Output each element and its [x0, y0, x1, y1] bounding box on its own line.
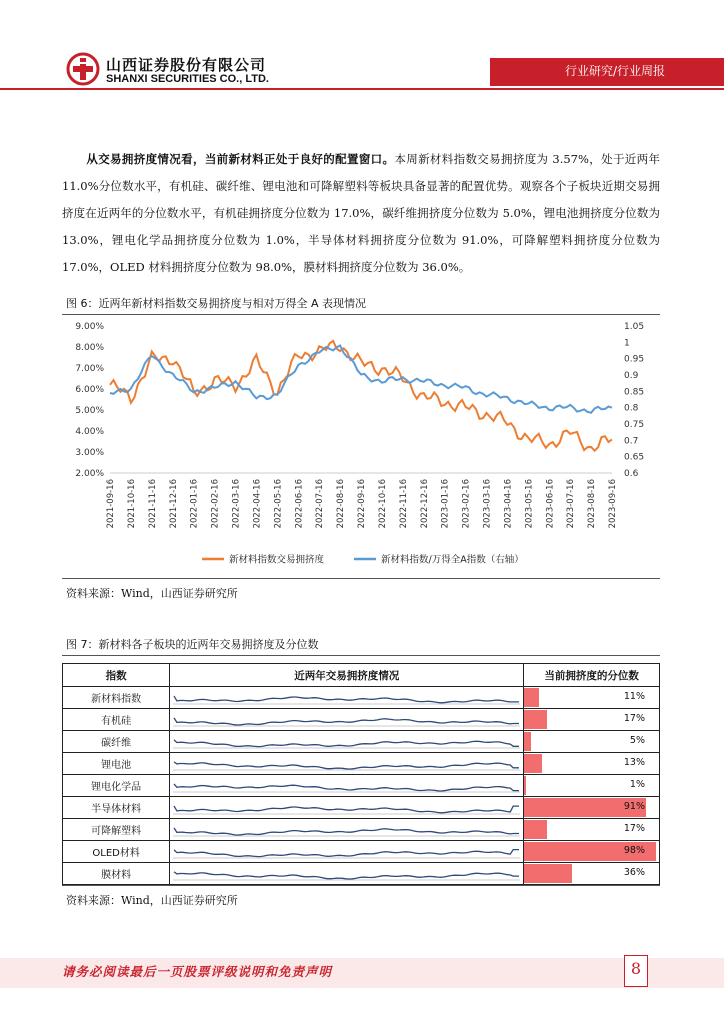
figure6-bottom-rule: [62, 578, 660, 579]
col-header-index: 指数: [63, 664, 170, 687]
y-right-tick-label: 0.75: [624, 420, 645, 430]
percentile-value: 11%: [623, 691, 645, 702]
percentile-value: 17%: [623, 713, 645, 724]
percentile-value: 17%: [623, 823, 645, 834]
percentile-value: 5%: [629, 735, 645, 746]
percentile-bar: [524, 732, 531, 751]
table-row: [63, 863, 660, 885]
sparkline-line: [174, 762, 519, 769]
footer-disclaimer: 请务必阅读最后一页股票评级说明和免责声明: [62, 964, 333, 979]
row-sparkline-cell: [170, 687, 524, 709]
header-divider: [0, 88, 724, 90]
y-right-tick-label: 0.7: [624, 436, 639, 447]
row-sparkline-cell: [170, 731, 524, 753]
sparkline-line: [174, 718, 519, 725]
y-right-tick-label: 0.95: [624, 354, 645, 365]
y-right-tick-label: 0.6: [624, 469, 639, 479]
paragraph-lead: 从交易拥挤度情况看，当前新材料正处于良好的配置窗口。: [86, 152, 395, 166]
x-tick-label: 2022-04-16: [252, 479, 263, 529]
y-right-tick-label: 0.65: [624, 452, 645, 463]
y-left-tick-label: 8.00%: [75, 343, 104, 353]
row-percentile-cell: [524, 731, 660, 753]
figure6-source: 资料来源：Wind，山西证券研究所: [66, 587, 238, 600]
y-right-tick-label: 1.05: [624, 322, 645, 332]
sparkline-line: [174, 784, 519, 791]
row-sparkline-cell: [170, 753, 524, 775]
table-row: [63, 753, 660, 775]
table-header-row: [63, 664, 660, 687]
subsector-table: [62, 663, 660, 885]
page-number: 8: [630, 959, 642, 978]
row-sparkline: [170, 687, 523, 708]
row-sparkline: [170, 863, 523, 884]
row-percentile-cell: [524, 863, 660, 885]
x-tick-label: 2022-05-16: [273, 479, 284, 529]
report-section-label: 行业研究/行业周报: [564, 64, 666, 78]
row-index-name: 有机硅: [63, 709, 170, 731]
sparkline-line: [174, 850, 519, 857]
row-sparkline-cell: [170, 775, 524, 797]
row-percentile-cell: [524, 709, 660, 731]
y-right-tick-label: 0.85: [624, 387, 645, 398]
figure7-title: 图 7：新材料各子板块的近两年交易拥挤度及分位数: [66, 638, 319, 651]
row-sparkline-cell: [170, 797, 524, 819]
row-sparkline: [170, 753, 523, 774]
x-tick-label: 2021-12-16: [168, 479, 179, 529]
row-sparkline: [170, 709, 523, 730]
table-row: [63, 841, 660, 863]
y-left-tick-label: 7.00%: [75, 364, 104, 374]
sparkline-line: [174, 872, 519, 879]
table-row: [63, 709, 660, 731]
x-tick-label: 2022-06-16: [294, 479, 305, 529]
table-row: [63, 731, 660, 753]
company-logo-icon: [66, 52, 100, 86]
x-tick-label: 2022-12-16: [419, 479, 430, 529]
x-tick-label: 2023-03-16: [482, 479, 493, 529]
row-sparkline: [170, 775, 523, 796]
percentile-value: 98%: [623, 845, 645, 856]
figure7-source: 资料来源：Wind，山西证券研究所: [66, 894, 238, 907]
row-index-name: 可降解塑料: [63, 819, 170, 841]
row-sparkline-cell: [170, 841, 524, 863]
x-tick-label: 2022-10-16: [377, 479, 388, 529]
row-percentile-cell: [524, 687, 660, 709]
table-row: [63, 819, 660, 841]
percentile-bar: [524, 710, 547, 729]
row-sparkline-cell: [170, 709, 524, 731]
row-index-name: 锂电池: [63, 753, 170, 775]
x-tick-label: 2021-09-16: [106, 479, 116, 529]
percentile-bar: [524, 864, 572, 883]
y-right-tick-label: 0.8: [624, 403, 639, 414]
figure6-title: 图 6：近两年新材料指数交易拥挤度与相对万得全 A 表现情况: [66, 297, 367, 310]
row-index-name: 新材料指数: [63, 687, 170, 709]
row-index-name: 锂电化学品: [63, 775, 170, 797]
y-right-tick-label: 0.9: [624, 371, 639, 381]
sparkline-line: [174, 740, 519, 747]
table-row: [63, 797, 660, 819]
figure7-top-rule: [62, 655, 660, 656]
y-left-tick-label: 5.00%: [75, 406, 104, 416]
x-tick-label: 2022-08-16: [336, 479, 347, 529]
row-sparkline-cell: [170, 819, 524, 841]
y-left-tick-label: 9.00%: [75, 322, 104, 332]
figure6-chart: [62, 316, 660, 576]
x-tick-label: 2022-11-16: [398, 479, 409, 529]
x-tick-label: 2023-08-16: [587, 479, 598, 529]
x-tick-label: 2022-01-16: [189, 479, 200, 529]
row-index-name: 膜材料: [63, 863, 170, 885]
sparkline-line: [174, 696, 519, 703]
x-tick-label: 2023-07-16: [566, 478, 577, 529]
body-paragraph: [62, 146, 660, 281]
x-tick-label: 2022-02-16: [210, 479, 221, 529]
percentile-value: 13%: [623, 757, 645, 768]
col-header-crowding: 近两年交易拥挤度情况: [170, 664, 524, 687]
percentile-bar: [524, 820, 547, 839]
percentile-value: 1%: [629, 779, 645, 790]
y-left-tick-label: 2.00%: [75, 469, 104, 479]
row-percentile-cell: [524, 775, 660, 797]
x-tick-label: 2022-03-16: [231, 479, 242, 529]
percentile-value: 36%: [623, 867, 645, 878]
row-sparkline: [170, 819, 523, 840]
x-tick-label: 2021-11-16: [147, 479, 158, 529]
table-row: [63, 687, 660, 709]
row-percentile-cell: [524, 819, 660, 841]
y-left-tick-label: 6.00%: [75, 385, 104, 395]
x-tick-label: 2023-01-16: [440, 479, 451, 529]
figure7-bottom-rule: [62, 885, 660, 886]
x-tick-label: 2023-09-16: [608, 479, 618, 529]
table-row: [63, 775, 660, 797]
percentile-bar: [524, 776, 525, 795]
percentile-value: 91%: [623, 801, 645, 812]
row-sparkline-cell: [170, 863, 524, 885]
row-index-name: OLED材料: [63, 841, 170, 863]
figure6-top-rule: [62, 314, 660, 315]
percentile-bar: [524, 754, 541, 773]
percentile-bar: [524, 688, 539, 707]
legend-label: 新材料指数交易拥挤度: [229, 554, 325, 566]
x-tick-label: 2023-02-16: [461, 479, 472, 529]
series-line-crowding: [110, 341, 612, 451]
company-name-cn: 山西证券股份有限公司: [106, 56, 267, 74]
x-tick-label: 2023-04-16: [503, 479, 514, 529]
sparkline-line: [174, 806, 519, 813]
row-percentile-cell: [524, 841, 660, 863]
x-tick-label: 2022-07-16: [315, 479, 326, 529]
row-index-name: 碳纤维: [63, 731, 170, 753]
legend-label: 新材料指数/万得全A指数（右轴）: [381, 554, 524, 566]
row-percentile-cell: [524, 753, 660, 775]
col-header-percentile: 当前拥挤度的分位数: [524, 664, 660, 687]
x-tick-label: 2021-10-16: [126, 479, 137, 529]
row-index-name: 半导体材料: [63, 797, 170, 819]
x-tick-label: 2023-05-16: [524, 479, 535, 529]
row-sparkline: [170, 731, 523, 752]
x-tick-label: 2023-06-16: [545, 479, 556, 529]
sparkline-line: [174, 828, 519, 835]
x-tick-label: 2022-09-16: [357, 479, 367, 529]
paragraph-body: 本周新材料指数交易拥挤度为 3.57%，处于近两年 11.0%分位数水平，有机硅、碳纤维、锂电池和可降解塑料等板块具备显著的配置优势。观察各个子板块近期交易拥挤度在近两年的分位数水平，有机硅拥挤度分位数为 17.0%，碳纤维拥挤度分位数为 5.0%，锂电池拥挤度分位数为 13.0%，锂电化学品拥挤度分位数为 1.0%，半导体材料拥挤度分位数为 91.0%，可降解塑料拥挤度分位数为 17.0%，OLED 材料拥挤度分位数为 98.0%，膜材料拥挤度分位数为 36.0%。: [62, 152, 661, 274]
row-percentile-cell: [524, 797, 660, 819]
company-name-en: SHANXI SECURITIES CO., LTD.: [106, 73, 269, 85]
row-sparkline: [170, 797, 523, 818]
y-left-tick-label: 3.00%: [75, 448, 104, 458]
y-right-tick-label: 1: [624, 338, 630, 349]
y-left-tick-label: 4.00%: [75, 427, 104, 437]
row-sparkline: [170, 841, 523, 862]
